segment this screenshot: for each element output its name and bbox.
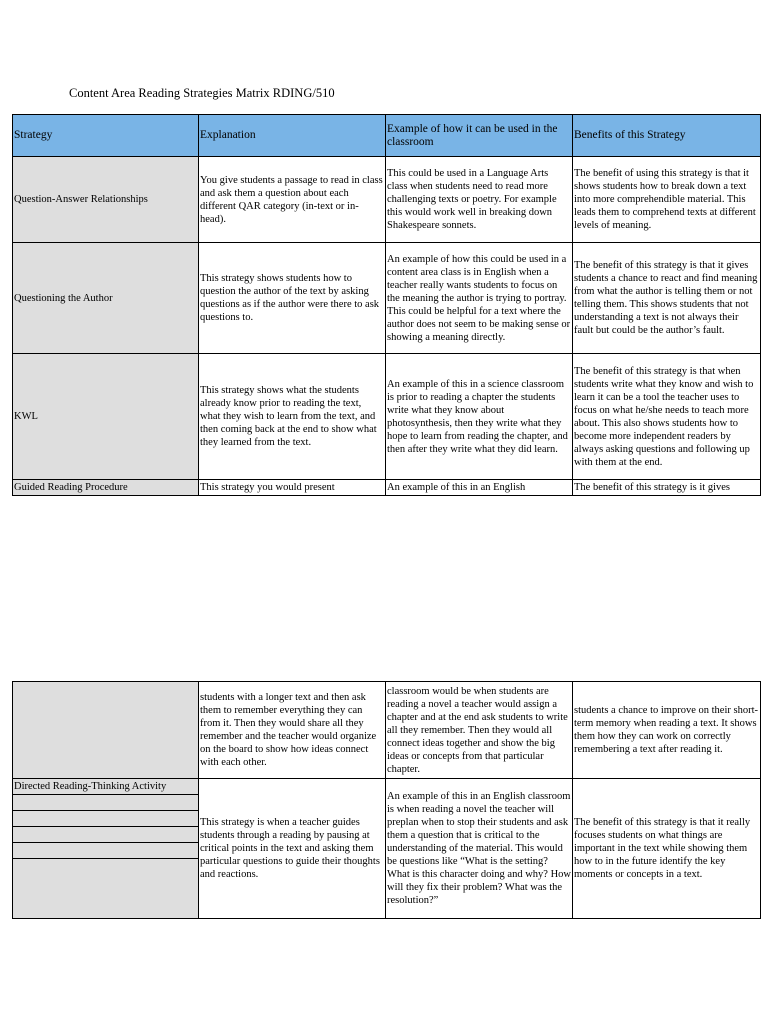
example-cell: classroom would be when students are reading a novel a teacher would assign a chapter and at the end ask students to write all they remember. Then they would all connect ideas together and show the big ideas or concepts from that particular chapter.	[386, 682, 573, 779]
strategy-cell: Questioning the Author	[13, 243, 199, 354]
example-cell: An example of this in an English classroom is when reading a novel the teacher will preplan when to stop their students and ask them a question that is critical to the understanding of the material. This would be questions like “What is the setting? What is this character doing and why? How will they fix their problem? What was the resolution?”	[386, 779, 573, 919]
header-row	[13, 115, 761, 157]
explanation-cell: This strategy shows what the students already know prior to reading the text, what they wish to learn from the text, and then coming back at the end to show what they learned from the text.	[199, 354, 386, 480]
header-explanation: Explanation	[199, 115, 386, 157]
explanation-cell: students with a longer text and then ask them to remember everything they can from it. Then they would share all they remember and the teacher would organize on the board to show how ideas connect with each other.	[199, 682, 386, 779]
benefits-cell: The benefit of this strategy is it gives	[573, 480, 761, 496]
example-cell: An example of this in an English	[386, 480, 573, 496]
benefits-cell: The benefit of using this strategy is that it shows students how to break down a text into more comprehendible material. This leads them to comprehend texts at different levels of meaning.	[573, 157, 761, 243]
strategy-filler-cell	[13, 859, 199, 919]
example-cell: An example of this in a science classroom is prior to reading a chapter the students write what they know about photosynthesis, then they write what they hope to learn from reading the chapter, and then after they write what they did learn.	[386, 354, 573, 480]
table-row-continued	[13, 682, 761, 779]
strategy-cell: Directed Reading-Thinking Activity	[13, 779, 199, 795]
explanation-cell: This strategy is when a teacher guides students through a reading by pausing at critical points in the text and asking them particular questions to guide their thoughts and reactions.	[199, 779, 386, 919]
strategy-filler-cell	[13, 843, 199, 859]
header-example: Example of how it can be used in the classroom	[386, 115, 573, 157]
benefits-cell: students a chance to improve on their short-term memory when reading a text. It shows them how they can work on correctly remembering a text after reading it.	[573, 682, 761, 779]
explanation-cell: This strategy you would present	[199, 480, 386, 496]
document-title: Content Area Reading Strategies Matrix RDING/510	[69, 86, 335, 100]
header-benefits: Benefits of this Strategy	[573, 115, 761, 157]
strategy-cell	[13, 682, 199, 779]
example-cell: This could be used in a Language Arts class when students need to read more challenging texts or poetry. For example this would work well in breaking down Shakespeare sonnets.	[386, 157, 573, 243]
strategy-filler-cell	[13, 795, 199, 811]
strategy-cell: Question-Answer Relationships	[13, 157, 199, 243]
table-row	[13, 157, 761, 243]
benefits-cell: The benefit of this strategy is that it really focuses students on what things are important in the text while showing them how to in the future identify the key moments or concepts in a text.	[573, 779, 761, 919]
strategy-cell: Guided Reading Procedure	[13, 480, 199, 496]
strategy-cell: KWL	[13, 354, 199, 480]
table-row	[13, 354, 761, 480]
strategies-table-page2	[12, 681, 761, 919]
example-cell: An example of how this could be used in a content area class is in English when a teacher really wants students to focus on the meaning the author is trying to portray. This could be helpful for a text where the author does not seem to be making sense or showing a meaning directly.	[386, 243, 573, 354]
benefits-cell: The benefit of this strategy is that when students write what they know and wish to learn it can be a tool the teacher uses to focus on what he/she needs to teach more about. This also shows students how to become more independent readers by always asking questions and following up with them at the end.	[573, 354, 761, 480]
strategy-filler-cell	[13, 811, 199, 827]
table-row	[13, 480, 761, 496]
benefits-cell: The benefit of this strategy is that it gives students a chance to react and find meaning from what the author is telling them or not telling them. This shows students that not understanding a text is not always their fault but could be the author’s fault.	[573, 243, 761, 354]
table-row	[13, 779, 761, 795]
explanation-cell: This strategy shows students how to question the author of the text by asking questions as if the author were there to ask questions to.	[199, 243, 386, 354]
table-row	[13, 243, 761, 354]
strategy-filler-cell	[13, 827, 199, 843]
explanation-cell: You give students a passage to read in class and ask them a question about each different QAR category (in-text or in-head).	[199, 157, 386, 243]
strategies-table-page1	[12, 114, 761, 496]
header-strategy: Strategy	[13, 115, 199, 157]
